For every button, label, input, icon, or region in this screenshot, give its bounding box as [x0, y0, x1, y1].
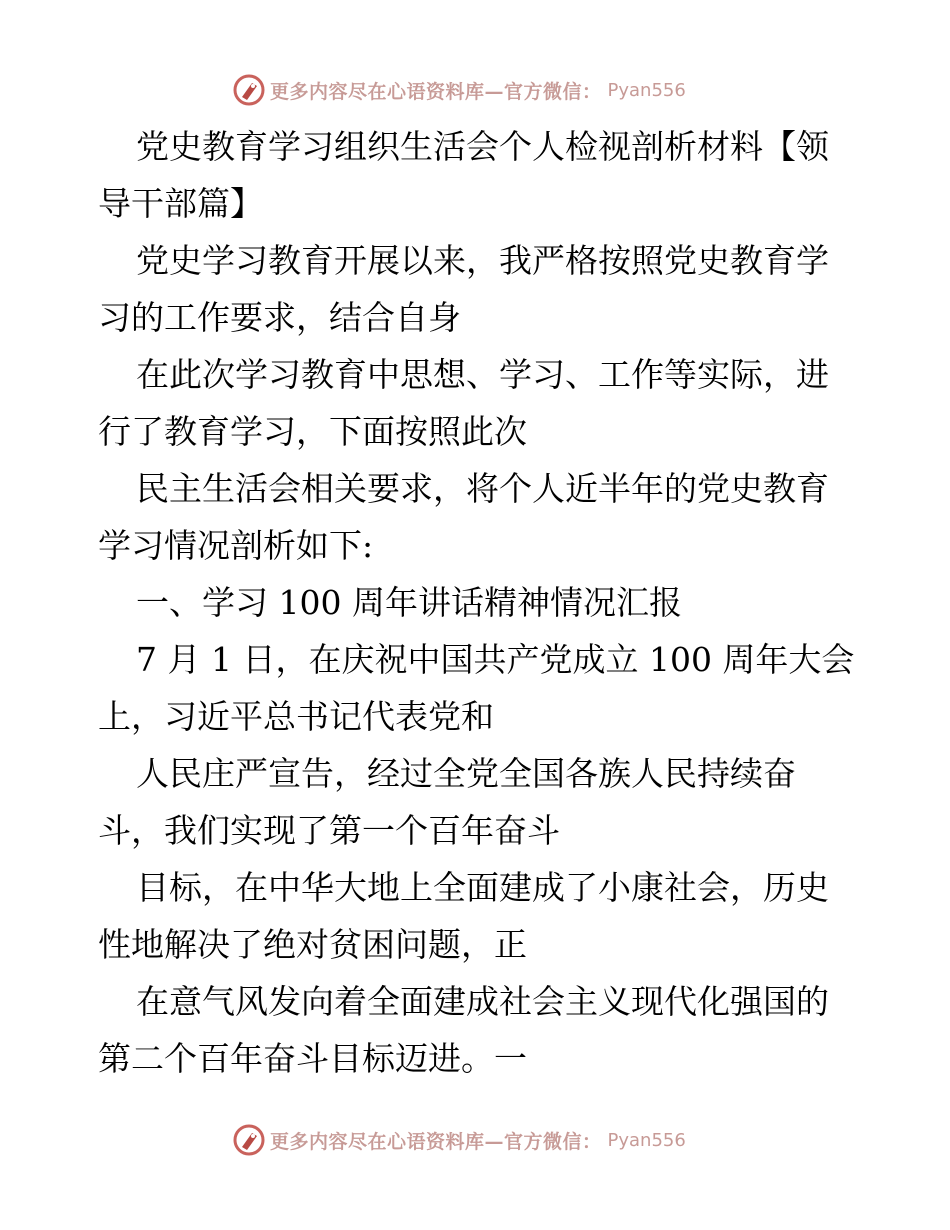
watermark-contact: Pyan556	[607, 79, 686, 101]
paragraph: 目标，在中华大地上全面建成了小康社会，历史性地解决了绝对贫困问题，正	[98, 868, 829, 964]
header-watermark	[232, 70, 686, 110]
watermark-contact: Pyan556	[607, 1129, 686, 1151]
pen-nib-icon	[232, 1123, 266, 1157]
paragraph: 人民庄严宣告，经过全党全国各族人民持续奋斗，我们实现了第一个百年奋斗	[98, 754, 796, 850]
paragraph: 民主生活会相关要求，将个人近半年的党史教育学习情况剖析如下:	[98, 469, 829, 565]
pen-nib-icon	[232, 73, 266, 107]
watermark-text: 更多内容尽在心语资料库—官方微信：	[270, 80, 602, 103]
footer-watermark	[232, 1120, 686, 1160]
paragraph: 7 月 1 日，在庆祝中国共产党成立 100 周年大会上，习近平总书记代表党和	[98, 640, 855, 736]
paragraph: 在此次学习教育中思想、学习、工作等实际，进行了教育学习，下面按照此次	[98, 355, 829, 451]
paragraph: 党史学习教育开展以来，我严格按照党史教育学习的工作要求，结合自身	[98, 241, 829, 337]
section-heading: 一、学习 100 周年讲话精神情况汇报	[136, 583, 682, 622]
watermark-text: 更多内容尽在心语资料库—官方微信：	[270, 1130, 602, 1153]
document-body	[98, 118, 858, 1087]
paragraph: 在意气风发向着全面建成社会主义现代化强国的第二个百年奋斗目标迈进。一	[98, 982, 829, 1078]
document-title: 党史教育学习组织生活会个人检视剖析材料【领导干部篇】	[98, 127, 829, 223]
